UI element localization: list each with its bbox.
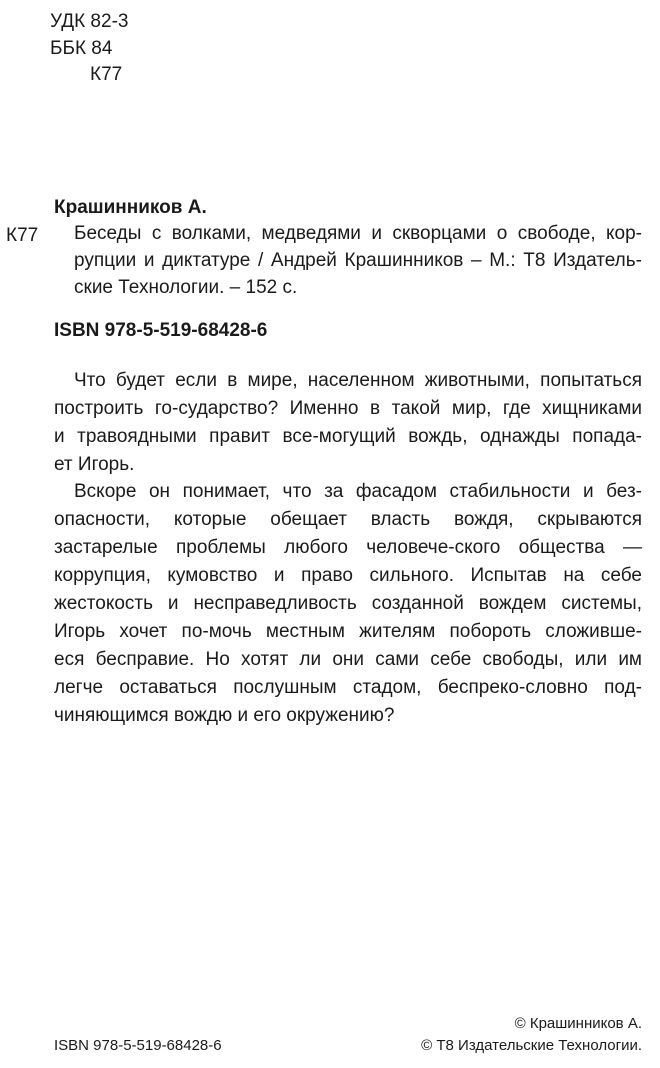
bibliographic-description	[74, 220, 642, 301]
author-mark: К77	[90, 64, 123, 85]
biblio-line: рупции и диктатуре / Андрей Крашинников – М.: Т8 Издатель-	[74, 250, 642, 271]
annotation-line: и травоядными правит все-могущий вождь, однажды попада-	[54, 426, 642, 447]
annotation-line: застарелые проблемы любого человече-ского общества —	[54, 537, 642, 558]
biblio-line: ские Технологии. – 152 с.	[74, 277, 298, 298]
udk-code: УДК 82-3	[50, 11, 129, 32]
author-name: Крашинников А.	[54, 197, 207, 218]
footer-isbn: ISBN 978-5-519-68428-6	[54, 1037, 222, 1054]
annotation-line: Игорь хочет по-мочь местным жителям побороть сложивше-	[54, 621, 642, 642]
copyright-publisher: © Т8 Издательские Технологии.	[421, 1037, 642, 1054]
annotation-line: Вскоре он понимает, что за фасадом стабильности и без-	[74, 481, 642, 502]
annotation-paragraph-2	[54, 478, 642, 730]
annotation-paragraph-1	[54, 367, 642, 479]
annotation-line: построить го-сударство? Именно в такой мир, где хищниками	[54, 398, 642, 419]
annotation-line: жестокость и несправедливость созданной вождем системы,	[54, 593, 642, 614]
annotation-line: коррупция, кумовство и право сильного. Испытав на себе	[54, 565, 642, 586]
annotation-line: легче оставаться послушным стадом, беспреко-словно под-	[54, 677, 642, 698]
isbn-main: ISBN 978-5-519-68428-6	[54, 320, 268, 341]
annotation-line: еся бесправие. Но хотят ли они сами себе свободы, или им	[54, 649, 642, 670]
annotation-line: Что будет если в мире, населенном животными, попытаться	[74, 370, 642, 391]
copyright-author: © Крашинников А.	[514, 1015, 642, 1032]
annotation-line: опасности, которые обещает власть вождя, скрываются	[54, 509, 642, 530]
margin-author-mark: К77	[6, 225, 39, 246]
biblio-line: Беседы с волками, медведями и скворцами о свободе, кор-	[74, 223, 642, 244]
annotation-line: чиняющимся вождю и его окружению?	[54, 705, 395, 726]
bbk-code: ББК 84	[50, 38, 113, 59]
annotation-line: ет Игорь.	[54, 454, 135, 475]
